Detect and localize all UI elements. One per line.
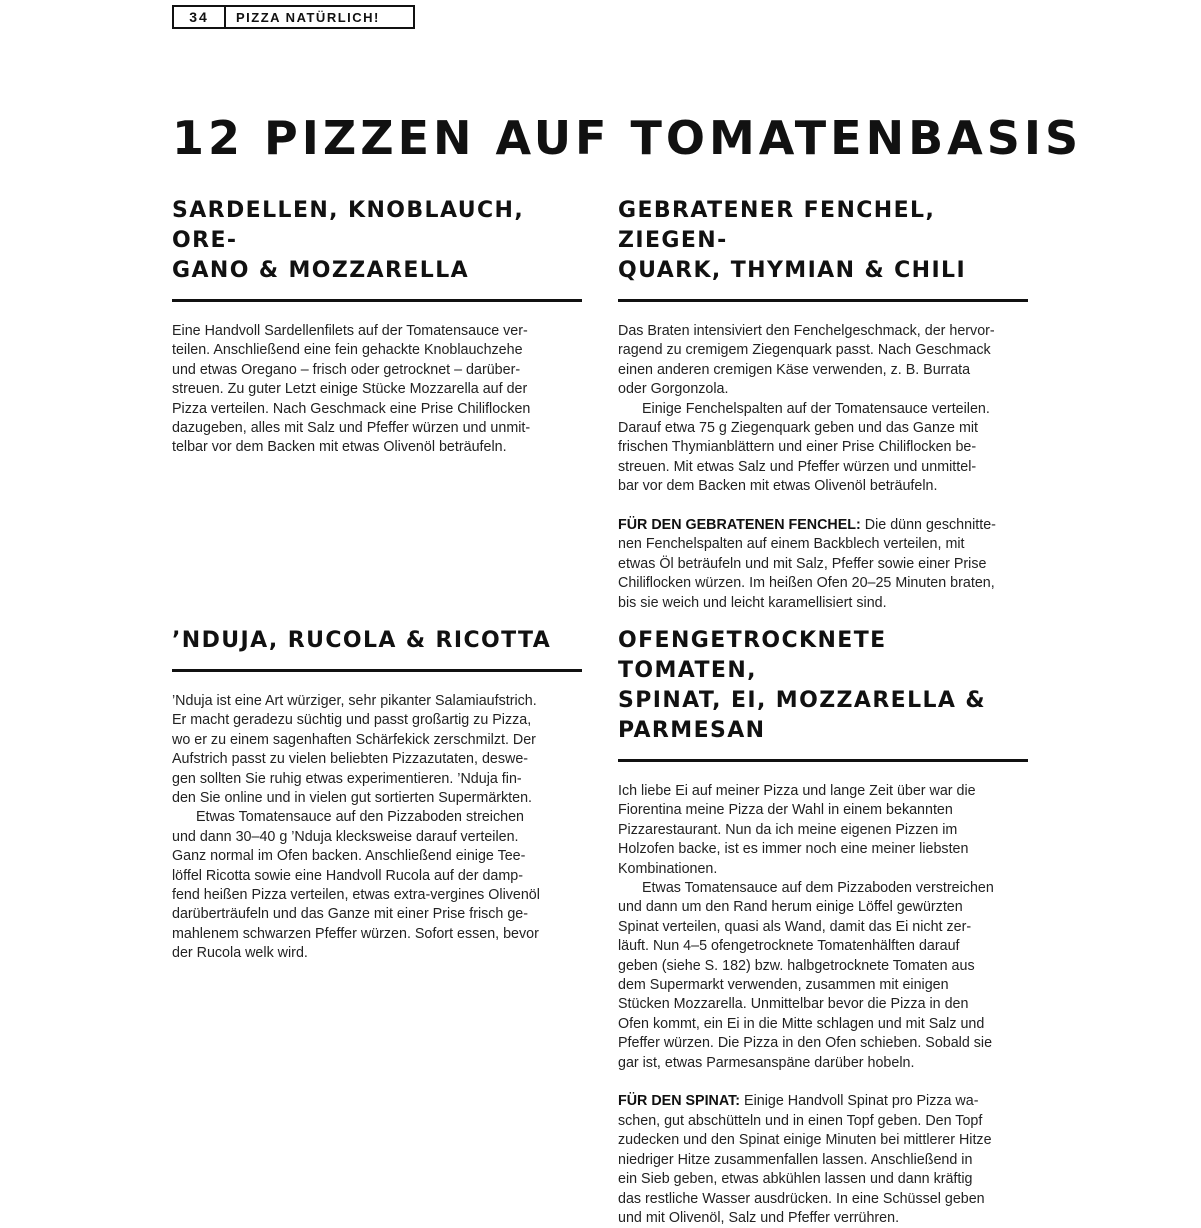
title-divider (618, 299, 1028, 302)
recipe-paragraph: ’Nduja ist eine Art würziger, sehr pikanter Salamiaufstrich. Er macht geradezu süchtig und passt großartig zu Pizza, wo er zu einem sagenhaften Schärfekick zerschmilzt. Der Aufstrich passt zu vielen beliebten Pizzazutaten, deswe- gen sollten Sie ruhig etwas experimentieren. ’Nduja fin- den Sie online und in vielen gut sortierten Supermärkten. (172, 693, 537, 807)
title-divider (172, 669, 582, 672)
sub-recipe-label: FÜR DEN SPINAT: (618, 1093, 741, 1110)
recipe-paragraph: Einige Fenchelspalten auf der Tomatensauce verteilen. Darauf etwa 75 g Ziegenquark geben und das Ganze mit frischen Thymianblättern und einer Prise Chiliflocken be- streuen. Mit etwas Salz und Pfeffer würzen und unmittel- bar vor dem Backen mit etwas Olivenöl beträufeln. (618, 400, 990, 495)
recipe-fenchel (618, 196, 1028, 613)
recipe-title: ’NDUJA, RUCOLA & RICOTTA (172, 628, 552, 653)
recipe-paragraph: Etwas Tomatensauce auf den Pizzaboden streichen und dann 30–40 g ’Nduja klecksweise darauf verteilen. Ganz normal im Ofen backen. Anschließend einige Tee- löffel Ricotta sowie eine Handvoll Rucola auf der damp- fend heißen Pizza verteilen, etwas extra-vergines Olivenöl darüberträufeln und das Ganze mit einer Prise frisch ge- mahlenem schwarzen Pfeffer würzen. Sofort essen, bevor der Rucola welk wird. (172, 809, 540, 962)
recipe-title: OFENGETROCKNETE TOMATEN, SPINAT, EI, MOZZARELLA & PARMESAN (618, 628, 987, 743)
title-divider (618, 759, 1028, 762)
sub-recipe (618, 1092, 1028, 1228)
sub-recipe (618, 516, 1028, 613)
recipe-ofengetrocknete-tomaten (618, 626, 1028, 1228)
recipe-paragraph: Ich liebe Ei auf meiner Pizza und lange Zeit über war die Fiorentina meine Pizza der Wahl in einem bekannten Pizzarestaurant. Nun da ich meine eigenen Pizzen im Holzofen backe, ist es immer noch eine meiner liebsten Kombinationen. (618, 783, 976, 877)
sub-recipe-label: FÜR DEN GEBRATENEN FENCHEL: (618, 517, 861, 534)
sub-recipe-text: Einige Handvoll Spinat pro Pizza wa- schen, gut abschütteln und in einen Topf geben. Den Topf zudecken und den Spinat einige Minuten bei mittlerer Hitze niedriger Hitze zusammenfallen lassen. Anschließend in ein Sieb geben, etwas abkühlen lassen und dann kräftig das restliche Wasser ausdrücken. In eine Schüssel geben und mit Olivenöl, Salz und Pfeffer verrühren. (618, 1093, 992, 1226)
recipe-paragraph: Eine Handvoll Sardellenfilets auf der Tomatensauce ver- teilen. Anschließend eine fein gehackte Knoblauchzehe und etwas Oregano – frisch oder getrocknet – darüber- streuen. Zu guter Letzt einige Stücke Mozzarella auf der Pizza verteilen. Nach Geschmack eine Prise Chiliflocken dazugeben, alles mit Salz und Pfeffer würzen und unmit- telbar vor dem Backen mit etwas Olivenöl beträufeln. (172, 323, 531, 456)
recipe-paragraph: Etwas Tomatensauce auf dem Pizzaboden verstreichen und dann um den Rand herum einige Löffel gewürzten Spinat verteilen, quasi als Wand, damit das Ei nicht zer- läuft. Nun 4–5 ofengetrocknete Tomatenhälften darauf geben (siehe S. 182) bzw. halbgetrocknete Tomaten aus dem Supermarkt verwenden, zusammen mit einigen Stücken Mozzarella. Unmittelbar bevor die Pizza in den Ofen kommt, ein Ei in die Mitte schlagen und mit Salz und Pfeffer würzen. Die Pizza in den Ofen schieben. Sobald sie gar ist, etwas Parmesanspäne darüber hobeln. (618, 880, 994, 1071)
page-title: 12 PIZZEN AUF TOMATENBASIS (172, 111, 1083, 165)
recipe-nduja (172, 626, 582, 964)
title-divider (172, 299, 582, 302)
recipe-title: SARDELLEN, KNOBLAUCH, ORE- GANO & MOZZARELLA (172, 198, 525, 283)
recipe-sardellen (172, 196, 582, 458)
running-header (172, 5, 415, 29)
recipe-title: GEBRATENER FENCHEL, ZIEGEN- QUARK, THYMIAN & CHILI (618, 198, 967, 283)
page-number: 34 (174, 7, 226, 27)
running-title: PIZZA NATÜRLICH! (236, 9, 380, 25)
recipe-paragraph: Das Braten intensiviert den Fenchelgeschmack, der hervor- ragend zu cremigem Ziegenquark passt. Nach Geschmack einen anderen cremigen Käse verwenden, z. B. Burrata oder Gorgonzola. (618, 323, 995, 398)
sub-recipe-text: Die dünn geschnitte- nen Fenchelspalten auf einem Backblech verteilen, mit etwas Öl beträufeln und mit Salz, Pfeffer sowie einer Prise Chiliflocken würzen. Im heißen Ofen 20–25 Minuten braten, bis sie weich und leicht karamellisiert sind. (618, 517, 996, 611)
